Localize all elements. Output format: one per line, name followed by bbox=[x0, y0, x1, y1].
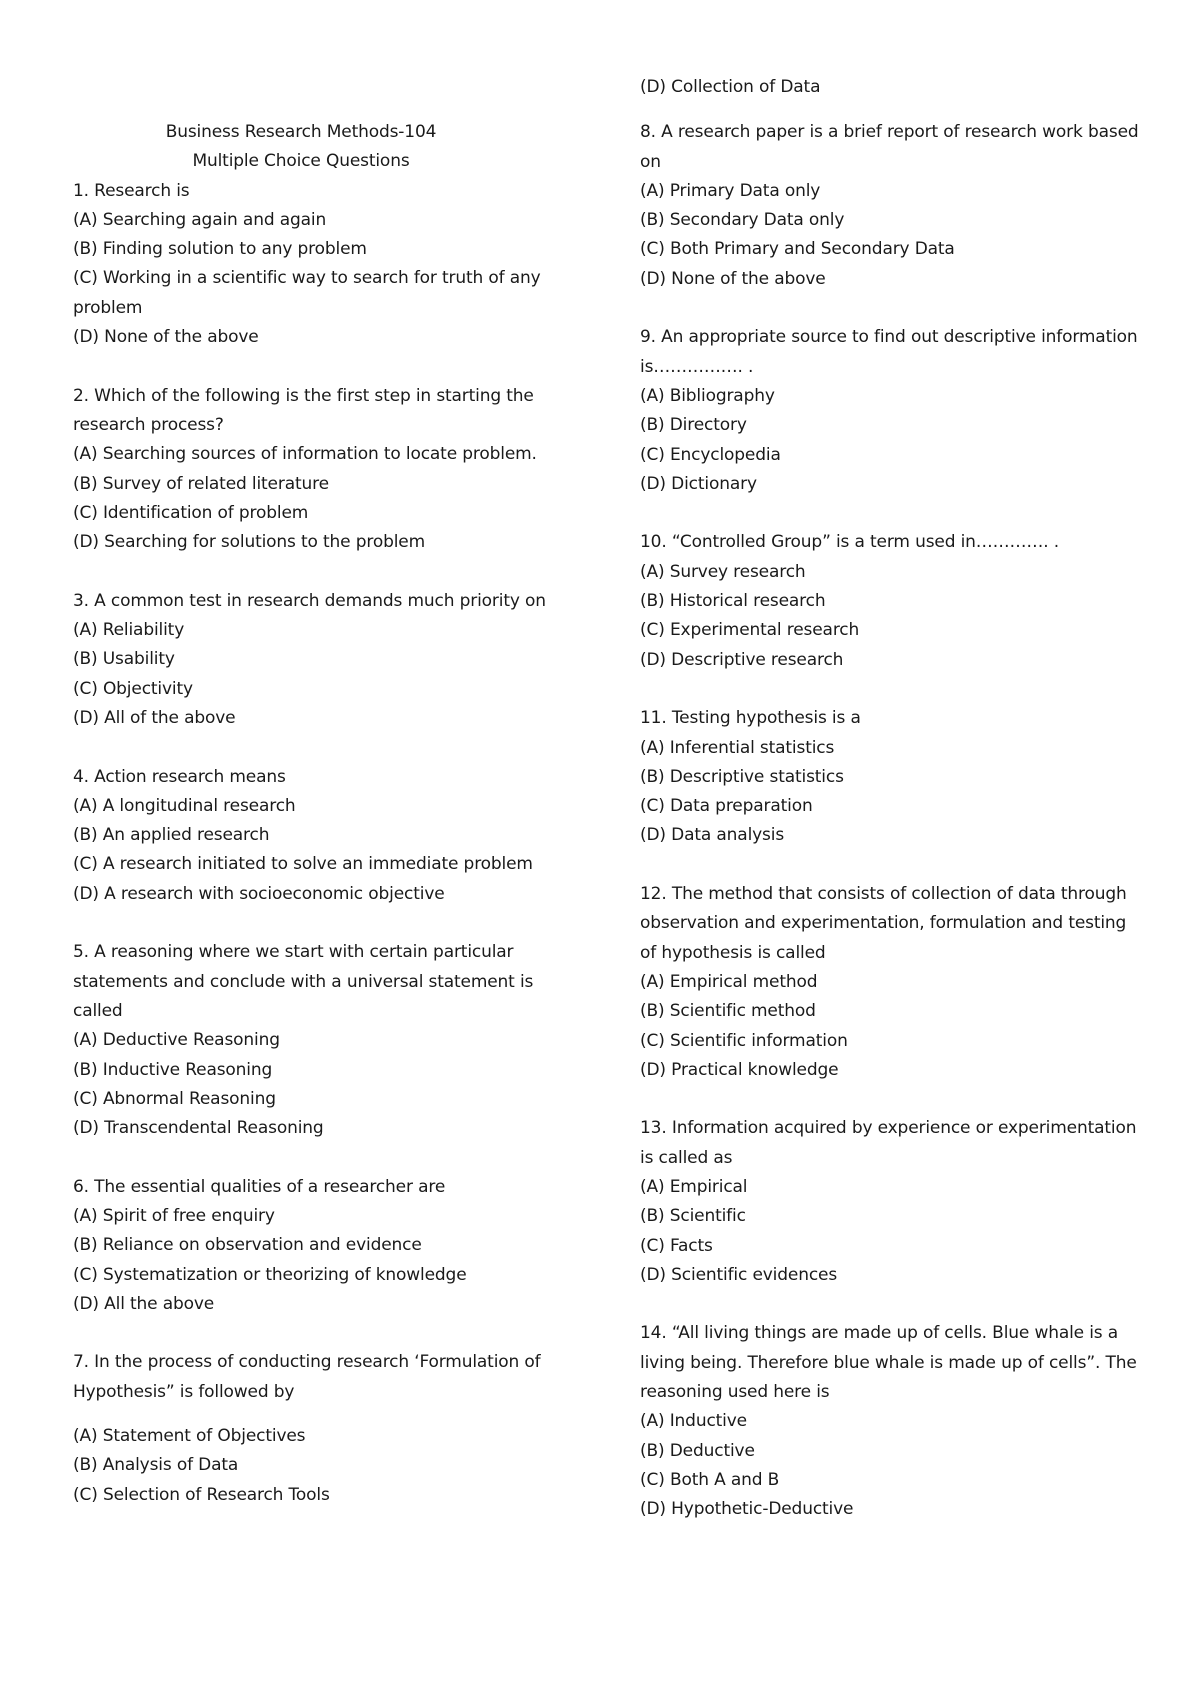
left-column bbox=[73, 118, 573, 1510]
question-text: 9. An appropriate source to find out descriptive information is……………. . bbox=[640, 327, 1138, 377]
document-title bbox=[73, 118, 529, 177]
answer-option: (D) All the above bbox=[73, 1293, 215, 1314]
answer-option: (A) Searching again and again bbox=[73, 209, 327, 230]
answer-option: (B) Deductive bbox=[640, 1440, 755, 1461]
answer-option: (C) Working in a scientific way to search for truth of any problem bbox=[73, 268, 541, 318]
spacer bbox=[640, 102, 1140, 118]
question-text: 12. The method that consists of collection of data through observation and experimentation, formulation and testing of hypothesis is called bbox=[640, 884, 1127, 963]
answer-option: (C) Experimental research bbox=[640, 620, 860, 641]
answer-option: (C) Encyclopedia bbox=[640, 444, 781, 465]
question-block bbox=[640, 880, 1140, 1085]
answer-option: (B) Descriptive statistics bbox=[640, 766, 844, 787]
answer-option: (A) Spirit of free enquiry bbox=[73, 1205, 275, 1226]
question-block bbox=[73, 938, 573, 1143]
answer-option: (C) Identification of problem bbox=[73, 502, 309, 523]
right-question-list bbox=[640, 118, 1140, 1524]
title-line-1: Business Research Methods-104 bbox=[165, 122, 437, 142]
answer-option: (B) Secondary Data only bbox=[640, 210, 845, 231]
answer-option: (C) A research initiated to solve an immediate problem bbox=[73, 854, 533, 875]
question-block bbox=[640, 323, 1140, 499]
answer-option: (B) Historical research bbox=[640, 591, 826, 612]
answer-option: (D) Transcendental Reasoning bbox=[73, 1118, 324, 1139]
question-block bbox=[640, 118, 1140, 294]
question-block bbox=[73, 763, 573, 909]
answer-option: (C) Selection of Research Tools bbox=[73, 1484, 330, 1505]
answer-option: (D) Searching for solutions to the problem bbox=[73, 532, 426, 553]
question-text: 11. Testing hypothesis is a bbox=[640, 708, 861, 729]
question-text: 3. A common test in research demands much priority on bbox=[73, 590, 546, 611]
answer-option: (C) Both A and B bbox=[640, 1469, 780, 1490]
question-text: 6. The essential qualities of a researcher are bbox=[73, 1176, 446, 1197]
question-text: 10. “Controlled Group” is a term used in…………. . bbox=[640, 532, 1059, 553]
answer-option: (D) None of the above bbox=[73, 327, 259, 348]
question-text: 13. Information acquired by experience or experimentation is called as bbox=[640, 1118, 1137, 1168]
answer-option: (D) Dictionary bbox=[640, 473, 757, 494]
answer-option: (B) Scientific bbox=[640, 1206, 746, 1227]
answer-option: (A) Searching sources of information to locate problem. bbox=[73, 444, 537, 465]
answer-option: (A) Reliability bbox=[73, 620, 185, 641]
answer-option: (A) Statement of Objectives bbox=[73, 1426, 306, 1447]
answer-option: (B) Usability bbox=[73, 649, 175, 670]
answer-option: (A) Inferential statistics bbox=[640, 737, 835, 758]
answer-option: (D) All of the above bbox=[73, 707, 236, 728]
answer-option: (C) Both Primary and Secondary Data bbox=[640, 239, 955, 260]
answer-option: (B) Analysis of Data bbox=[73, 1455, 239, 1476]
question-text: 7. In the process of conducting research ‘Formulation of Hypothesis” is followed by bbox=[73, 1352, 541, 1402]
right-column bbox=[640, 73, 1140, 1525]
question-block bbox=[73, 587, 573, 733]
answer-option: (C) Objectivity bbox=[73, 678, 193, 699]
answer-option: (C) Facts bbox=[640, 1235, 713, 1256]
answer-option: (D) Practical knowledge bbox=[640, 1059, 839, 1080]
answer-option: (B) Inductive Reasoning bbox=[73, 1059, 273, 1080]
answer-option: (B) Survey of related literature bbox=[73, 473, 329, 494]
answer-option: (D) Data analysis bbox=[640, 825, 785, 846]
question-block bbox=[73, 177, 573, 353]
answer-option: (A) Inductive bbox=[640, 1411, 747, 1432]
answer-option: (C) Abnormal Reasoning bbox=[73, 1088, 276, 1109]
answer-option: (A) Survey research bbox=[640, 561, 806, 582]
answer-option: (A) Primary Data only bbox=[640, 180, 821, 201]
question-text: 2. Which of the following is the first step in starting the research process? bbox=[73, 385, 534, 435]
answer-option: (C) Scientific information bbox=[640, 1030, 848, 1051]
answer-option: (D) Descriptive research bbox=[640, 649, 844, 670]
question-text: 14. “All living things are made up of cells. Blue whale is a living being. Therefore blue whale is made up of cells”. The reasoning used here is bbox=[640, 1323, 1137, 1403]
option-continuation: (D) Collection of Data bbox=[640, 77, 821, 97]
question-block bbox=[640, 1319, 1140, 1524]
answer-option: (B) Directory bbox=[640, 415, 747, 436]
answer-option: (B) Finding solution to any problem bbox=[73, 239, 367, 260]
question-block bbox=[640, 528, 1140, 674]
question-text: 5. A reasoning where we start with certain particular statements and conclude with a universal statement is called bbox=[73, 942, 534, 1021]
question-block bbox=[73, 1173, 573, 1319]
answer-option: (A) Deductive Reasoning bbox=[73, 1030, 280, 1051]
question-block bbox=[73, 1348, 573, 1509]
answer-option: (B) Scientific method bbox=[640, 1001, 816, 1022]
answer-option: (A) A longitudinal research bbox=[73, 795, 296, 816]
answer-option: (B) An applied research bbox=[73, 825, 270, 846]
answer-option: (C) Systematization or theorizing of knowledge bbox=[73, 1264, 467, 1285]
title-line-2: Multiple Choice Questions bbox=[192, 151, 410, 172]
question-block bbox=[73, 382, 573, 558]
answer-option: (D) Scientific evidences bbox=[640, 1264, 838, 1285]
answer-option: (B) Reliance on observation and evidence bbox=[73, 1235, 422, 1256]
question-text: 8. A research paper is a brief report of research work based on bbox=[640, 122, 1139, 172]
answer-option: (D) Hypothetic-Deductive bbox=[640, 1499, 854, 1520]
answer-option: (A) Empirical method bbox=[640, 971, 818, 992]
answer-option: (D) A research with socioeconomic objective bbox=[73, 883, 445, 904]
question-text: 4. Action research means bbox=[73, 766, 286, 787]
question-block bbox=[640, 1114, 1140, 1290]
answer-option: (A) Bibliography bbox=[640, 385, 775, 406]
answer-option: (D) None of the above bbox=[640, 268, 826, 289]
left-question-list bbox=[73, 177, 573, 1510]
question-block bbox=[640, 704, 1140, 850]
question-text: 1. Research is bbox=[73, 180, 190, 201]
answer-option: (A) Empirical bbox=[640, 1176, 748, 1197]
spacer bbox=[73, 1407, 573, 1422]
answer-option: (C) Data preparation bbox=[640, 796, 813, 817]
